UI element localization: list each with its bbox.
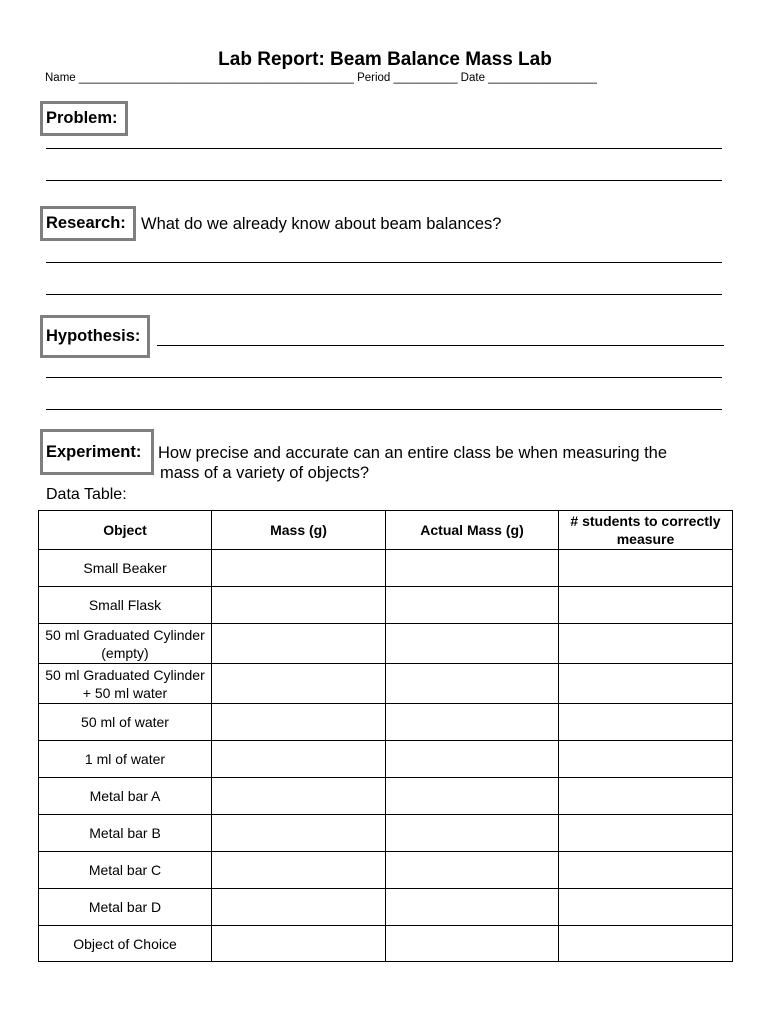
students-correct-cell[interactable]: [559, 550, 733, 587]
hypothesis-answer-line-2[interactable]: [46, 377, 722, 378]
problem-label-text: Problem:: [46, 109, 118, 127]
experiment-label: [40, 429, 154, 475]
object-cell: 50 ml Graduated Cylinder (empty): [39, 624, 212, 664]
students-correct-cell[interactable]: [559, 664, 733, 704]
object-cell: Small Flask: [39, 587, 212, 624]
actual-mass-cell[interactable]: [386, 664, 559, 704]
students-correct-cell[interactable]: [559, 741, 733, 778]
actual-mass-cell[interactable]: [386, 741, 559, 778]
table-row: [39, 550, 733, 587]
experiment-prompt-line-1: How precise and accurate can an entire class be when measuring the: [158, 444, 668, 462]
mass-cell[interactable]: [212, 550, 386, 587]
actual-mass-cell[interactable]: [386, 624, 559, 664]
column-header-students-correct: # students to correctly measure: [559, 511, 733, 550]
actual-mass-cell[interactable]: [386, 587, 559, 624]
experiment-prompt-line-2: mass of a variety of objects?: [160, 464, 370, 482]
object-cell: Metal bar D: [39, 889, 212, 926]
object-cell: Object of Choice: [39, 926, 212, 962]
table-row: [39, 664, 733, 704]
hypothesis-label-text: Hypothesis:: [46, 327, 141, 345]
students-correct-cell[interactable]: [559, 852, 733, 889]
table-row: [39, 741, 733, 778]
column-header-mass: Mass (g): [212, 511, 386, 550]
data-table-header-row: [39, 511, 733, 550]
object-cell: 1 ml of water: [39, 741, 212, 778]
mass-cell[interactable]: [212, 587, 386, 624]
actual-mass-cell[interactable]: [386, 778, 559, 815]
students-correct-cell[interactable]: [559, 704, 733, 741]
students-correct-cell[interactable]: [559, 587, 733, 624]
problem-answer-line-1[interactable]: [46, 148, 722, 149]
column-header-actual-mass: Actual Mass (g): [386, 511, 559, 550]
problem-answer-line-2[interactable]: [46, 180, 722, 181]
actual-mass-cell[interactable]: [386, 889, 559, 926]
object-cell: Small Beaker: [39, 550, 212, 587]
problem-label: [40, 101, 128, 136]
object-cell: 50 ml Graduated Cylinder + 50 ml water: [39, 664, 212, 704]
mass-cell[interactable]: [212, 852, 386, 889]
mass-cell[interactable]: [212, 624, 386, 664]
students-correct-cell[interactable]: [559, 926, 733, 962]
research-answer-line-2[interactable]: [46, 294, 722, 295]
actual-mass-cell[interactable]: [386, 704, 559, 741]
mass-cell[interactable]: [212, 741, 386, 778]
mass-cell[interactable]: [212, 704, 386, 741]
research-label-text: Research:: [46, 214, 126, 232]
data-table: [38, 510, 733, 962]
mass-cell[interactable]: [212, 889, 386, 926]
object-cell: 50 ml of water: [39, 704, 212, 741]
students-correct-cell[interactable]: [559, 889, 733, 926]
table-row: [39, 815, 733, 852]
experiment-label-text: Experiment:: [46, 442, 142, 461]
table-row: [39, 852, 733, 889]
table-row: [39, 624, 733, 664]
actual-mass-cell[interactable]: [386, 815, 559, 852]
hypothesis-answer-line-1[interactable]: [157, 345, 724, 346]
table-row: [39, 704, 733, 741]
data-table-label: Data Table:: [46, 486, 127, 503]
actual-mass-cell[interactable]: [386, 926, 559, 962]
data-table-body: [39, 550, 733, 962]
students-correct-cell[interactable]: [559, 778, 733, 815]
mass-cell[interactable]: [212, 815, 386, 852]
column-header-object: Object: [39, 511, 212, 550]
name-period-date-line[interactable]: Name ___________________________________________ Period __________ Date _________________: [45, 72, 597, 84]
students-correct-cell[interactable]: [559, 815, 733, 852]
object-cell: Metal bar B: [39, 815, 212, 852]
hypothesis-answer-line-3[interactable]: [46, 409, 722, 410]
mass-cell[interactable]: [212, 664, 386, 704]
table-row: [39, 778, 733, 815]
hypothesis-label: [40, 315, 150, 358]
object-cell: Metal bar A: [39, 778, 212, 815]
mass-cell[interactable]: [212, 778, 386, 815]
actual-mass-cell[interactable]: [386, 550, 559, 587]
research-label: [40, 206, 136, 241]
research-prompt: What do we already know about beam balances?: [141, 215, 502, 233]
page-title: Lab Report: Beam Balance Mass Lab: [218, 49, 552, 70]
table-row: [39, 587, 733, 624]
table-row: [39, 926, 733, 962]
students-correct-cell[interactable]: [559, 624, 733, 664]
actual-mass-cell[interactable]: [386, 852, 559, 889]
research-answer-line-1[interactable]: [46, 262, 722, 263]
table-row: [39, 889, 733, 926]
object-cell: Metal bar C: [39, 852, 212, 889]
mass-cell[interactable]: [212, 926, 386, 962]
